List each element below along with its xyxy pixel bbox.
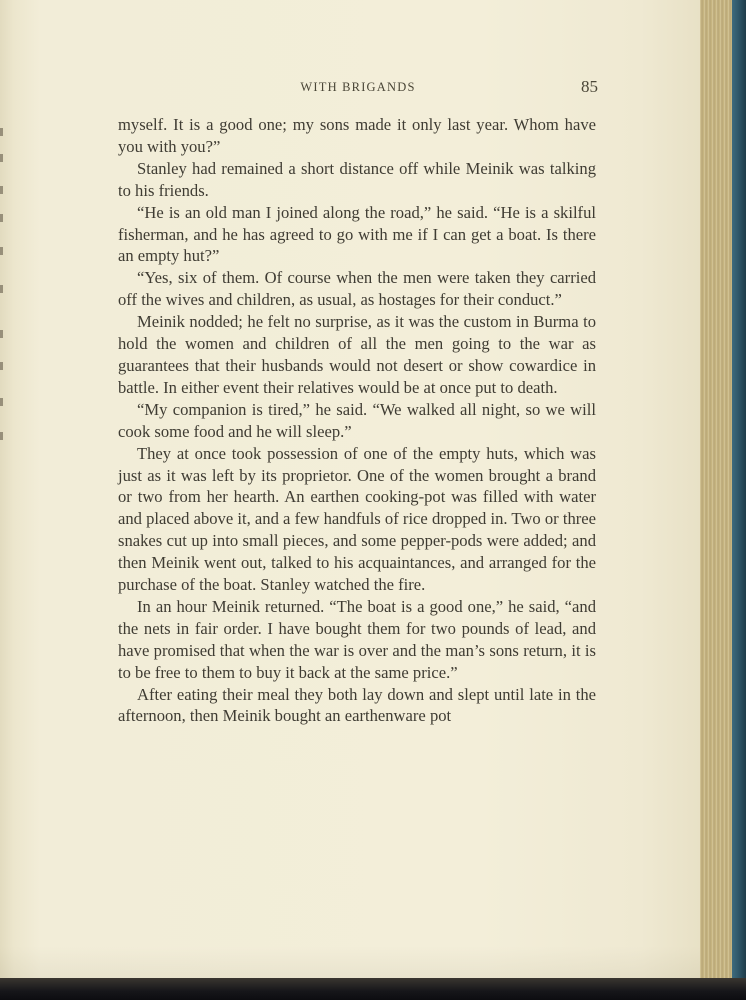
- paragraph: After eating their meal they both lay down and slept until late in the afternoon, then Meinik bought an earthenware pot: [118, 684, 596, 726]
- paragraph: “Yes, six of them. Of course when the men were taken they carried off the wives and children, as usual, as hostages for their conduct.”: [118, 268, 596, 310]
- page-number: 85: [581, 77, 598, 96]
- paragraph: In an hour Meinik returned. “The boat is a good one,” he said, “and the nets in fair order. I have bought them for two pounds of lead, and have promised that when the war is over and the man’s sons return, it is to be free to them to buy it back at the same price.”: [118, 596, 596, 682]
- bottom-shadow: [0, 978, 746, 1000]
- paragraph: “My companion is tired,” he said. “We walked all night, so we will cook some food and he will sleep.”: [118, 399, 596, 441]
- body-text: [118, 114, 596, 727]
- running-title: WITH BRIGANDS: [300, 80, 416, 94]
- book-cover-edge: [732, 0, 746, 1000]
- paragraph: Meinik nodded; he felt no surprise, as it was the custom in Burma to hold the women and children of all the men going to the war as guarantees that their husbands would not desert or show cowardice in battle. In either event their relatives would be at once put to death.: [118, 312, 596, 397]
- paragraph: Stanley had remained a short distance off while Meinik was talking to his friends.: [118, 158, 596, 200]
- paragraph: They at once took possession of one of the empty huts, which was just as it was left by its proprietor. One of the women brought a brand or two from her hearth. An earthen cooking-pot was filled with water and placed above it, and a few handfuls of rice dropped in. Two or three snakes cut up into small pieces, and some pepper-pods were added; and then Meinik went out, talked to his acquaintances, and arranged for the purchase of the boat. Stanley watched the fire.: [118, 443, 596, 595]
- page-gutter-marks: [0, 0, 6, 1000]
- paragraph: myself. It is a good one; my sons made it only last year. Whom have you with you?”: [118, 115, 596, 156]
- paragraph: “He is an old man I joined along the road,” he said. “He is a skilful fisherman, and he has agreed to go with me if I can get a boat. Is there an empty hut?”: [118, 202, 596, 266]
- running-header: [118, 79, 598, 99]
